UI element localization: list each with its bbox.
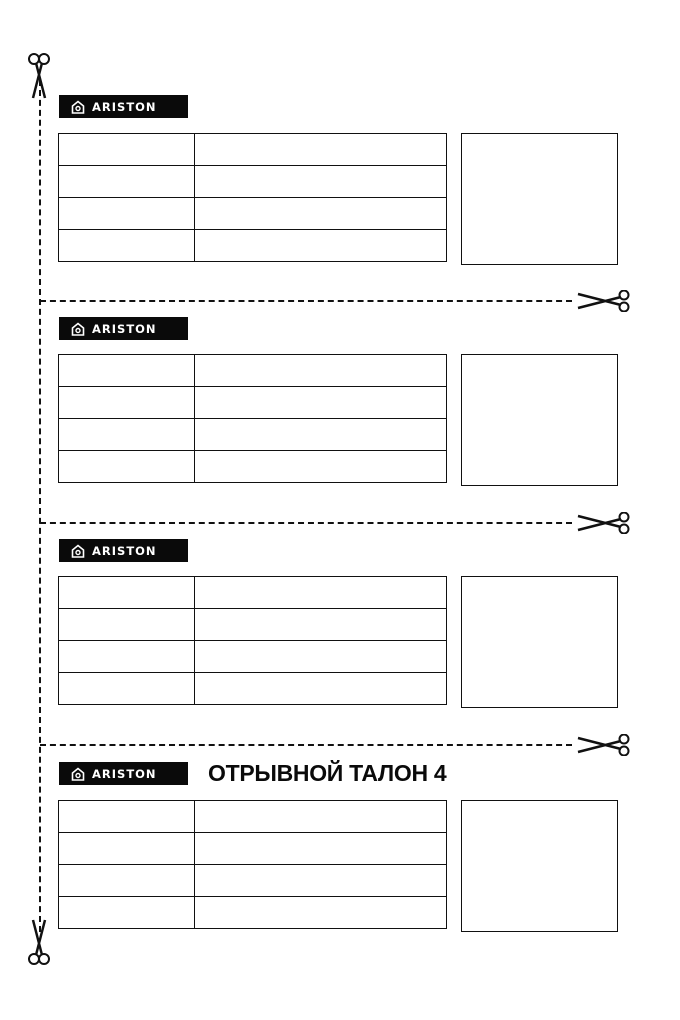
table-cell (195, 673, 447, 705)
table-cell (195, 609, 447, 641)
table-row (59, 230, 447, 262)
table-cell (195, 577, 447, 609)
table-row (59, 387, 447, 419)
house-logo-icon (71, 767, 85, 781)
table-row (59, 134, 447, 166)
table-row (59, 673, 447, 705)
table-cell (195, 134, 447, 166)
table-cell (195, 230, 447, 262)
table-row (59, 419, 447, 451)
horizontal-cut-line-3 (40, 744, 572, 746)
table-row (59, 833, 447, 865)
table-cell (195, 801, 447, 833)
ariston-logo (59, 539, 188, 562)
table-row (59, 577, 447, 609)
horizontal-cut-line-1 (40, 300, 572, 302)
table-cell (59, 355, 195, 387)
table-cell (59, 673, 195, 705)
stamp-box (461, 133, 618, 265)
coupon-table (58, 576, 447, 705)
table-row (59, 609, 447, 641)
stamp-box (461, 354, 618, 486)
scissors-icon (576, 512, 632, 534)
brand-name: ARISTON (92, 99, 157, 114)
house-logo-icon (71, 544, 85, 558)
table-row (59, 166, 447, 198)
ariston-logo (59, 762, 188, 785)
brand-name: ARISTON (92, 543, 157, 558)
table-row (59, 865, 447, 897)
stamp-box (461, 800, 618, 932)
ariston-logo (59, 317, 188, 340)
table-row (59, 801, 447, 833)
horizontal-cut-line-2 (40, 522, 572, 524)
table-cell (59, 897, 195, 929)
table-cell (195, 641, 447, 673)
table-row (59, 641, 447, 673)
vertical-cut-line (39, 80, 41, 932)
table-cell (195, 865, 447, 897)
table-cell (59, 865, 195, 897)
table-cell (59, 166, 195, 198)
table-cell (59, 577, 195, 609)
scissors-icon (576, 290, 632, 312)
house-logo-icon (71, 322, 85, 336)
table-cell (195, 419, 447, 451)
table-cell (59, 451, 195, 483)
table-row (59, 198, 447, 230)
table-cell (59, 419, 195, 451)
table-cell (59, 833, 195, 865)
table-cell (195, 198, 447, 230)
table-cell (59, 801, 195, 833)
scissors-icon (26, 918, 52, 966)
table-cell (59, 230, 195, 262)
table-cell (195, 387, 447, 419)
coupon-title: ОТРЫВНОЙ ТАЛОН 4 (208, 760, 447, 786)
brand-name: ARISTON (92, 321, 157, 336)
house-logo-icon (71, 100, 85, 114)
coupon-table (58, 800, 447, 929)
table-cell (195, 897, 447, 929)
scissors-icon (576, 734, 632, 756)
table-cell (195, 355, 447, 387)
scissors-icon (26, 52, 52, 100)
table-cell (195, 833, 447, 865)
table-cell (59, 387, 195, 419)
table-cell (59, 641, 195, 673)
table-row (59, 897, 447, 929)
coupon-table (58, 133, 447, 262)
table-cell (59, 198, 195, 230)
table-row (59, 451, 447, 483)
table-row (59, 355, 447, 387)
table-cell (59, 609, 195, 641)
table-cell (59, 134, 195, 166)
ariston-logo (59, 95, 188, 118)
brand-name: ARISTON (92, 766, 157, 781)
stamp-box (461, 576, 618, 708)
coupon-table (58, 354, 447, 483)
table-cell (195, 451, 447, 483)
table-cell (195, 166, 447, 198)
